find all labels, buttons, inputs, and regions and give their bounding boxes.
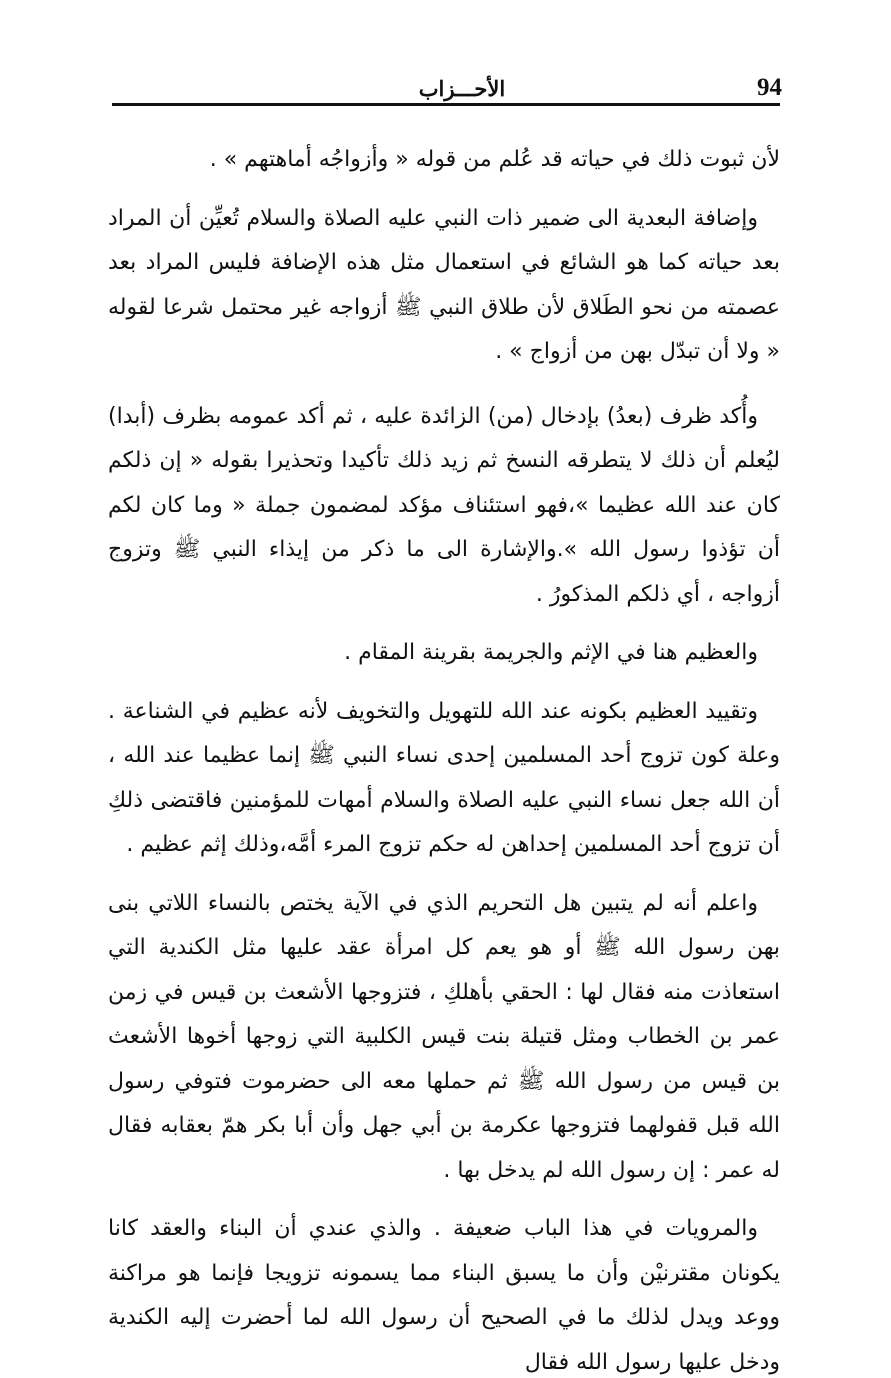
paragraph: وإضافة البعدية الى ضمير ذات النبي عليه الصلاة والسلام تُعيِّن أن المراد بعد حياته كما هو الشائع في استعمال مثل هذه الإضافة فليس المراد بعد عصمته من نحو الطَلاق لأن طلاق النبي ﷺ أزواجه غير محتمل شرعا لقوله « ولا أن تبدّل بهن من أزواج » . xyxy=(108,205,780,364)
page-number: 94 xyxy=(757,74,782,101)
header-rule xyxy=(112,103,780,106)
page-header xyxy=(112,66,780,102)
paragraph: والمرويات في هذا الباب ضعيفة . والذي عندي أن البناء والعقد كانا يكونان مقترنيْن وأن ما يسبق البناء مما يسمونه تزويجا فإنما هو مراكنة ووعد ويدل لذلك ما في الصحيح أن رسول الله لما أحضرت إليه الكندية ودخل عليها رسول الله فقال xyxy=(108,1216,780,1375)
paragraph: لأن ثبوت ذلك في حياته قد عُلم من قوله « وأزواجُه أماهتهم » . xyxy=(209,147,780,172)
paragraph: وتقييد العظيم بكونه عند الله للتهويل والتخويف لأنه عظيم في الشناعة . وعلة كون تزوج أحد المسلمين إحدى نساء النبي ﷺ إنما عظيما عند الله ، أن الله جعل نساء النبي عليه الصلاة والسلام أمهات للمؤمنين فاقتضى ذلكِ أن تزوج أحد المسلمين إحداهن له حكم تزوج المرء أمَّه،وذلك إثم عظيم . xyxy=(108,698,780,857)
paragraph: واعلم أنه لم يتبين هل التحريم الذي في الآية يختص بالنساء اللاتي بنى بهن رسول الله ﷺ أو هو يعم كل امرأة عقد عليها مثل الكندية التي استعاذت منه فقال لها : الحقي بأهلكِ ، فتزوجها الأشعث بن قيس في زمن عمر بن الخطاب ومثل قتيلة بنت قيس الكلبية التي زوجها أخوها الأشعث بن قيس من رسول الله ﷺ ثم حملها معه الى حضرموت فتوفي رسول الله قبل قفولهما فتزوجها عكرمة بن أبي جهل وأن أبا بكر همّ بعقابه فقال له عمر : إن رسول الله لم يدخل بها . xyxy=(108,890,780,1183)
running-title: الأحـــزاب xyxy=(418,76,506,101)
paragraph: والعظيم هنا في الإثم والجريمة بقرينة المقام . xyxy=(344,640,758,665)
paragraph: وأُكد ظرف (بعدُ) بإدخال (من) الزائدة عليه ، ثم أكد عمومه بظرف (أبدا) ليُعلم أن ذلك لا يتطرقه النسخ ثم زيد ذلك تأكيدا وتحذيرا بقوله « إن ذلكم كان عند الله عظيما »،فهو استئناف مؤكد لمضمون جملة « وما كان لكم أن تؤذوا رسول الله ».والإشارة الى ما ذكر من إيذاء النبي ﷺ وتزوج أزواجه ، أي ذلكم المذكورُ . xyxy=(108,403,780,607)
body-text xyxy=(108,138,780,1378)
